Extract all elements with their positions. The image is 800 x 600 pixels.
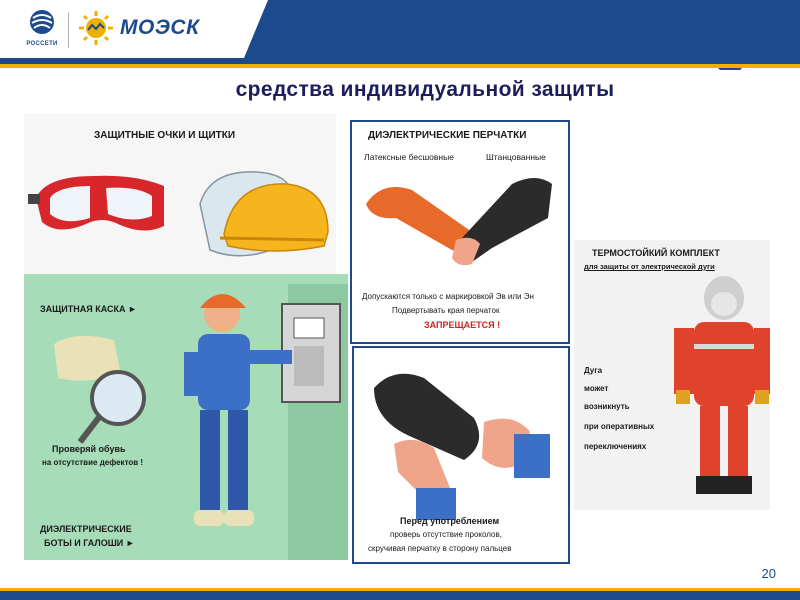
inspect-line2: проверь отсутствие проколов,	[390, 530, 502, 539]
inspect-line3: скручивая перчатку в сторону пальцев	[368, 544, 512, 553]
goggles-illustration	[24, 114, 336, 274]
arc-text-1: Дуга	[584, 366, 603, 375]
boots-check-line1: Проверяй обувь	[52, 444, 126, 454]
moesk-logo	[78, 10, 200, 51]
moesk-wordmark: МОЭСК	[120, 16, 200, 39]
gloves-latex-label: Латексные бесшовные	[364, 152, 454, 162]
page-number: 20	[761, 566, 776, 581]
thermal-title: ТЕРМОСТОЙКИЙ КОМПЛЕКТ	[592, 248, 720, 258]
page-title: средства индивидуальной защиты	[235, 78, 615, 101]
gloves-label: ДИЭЛЕКТРИЧЕСКИЕ ПЕРЧАТКИ	[368, 130, 527, 141]
arc-text-2: может	[584, 384, 609, 393]
worker-illustration	[24, 274, 348, 560]
gloves-note-cuffs: Подвертывать края перчаток	[392, 306, 500, 315]
panel-thermal-kit	[574, 240, 770, 510]
logo-divider	[68, 12, 69, 48]
panel-helmet-boots	[24, 274, 348, 560]
gloves-stamped-label: Штанцованные	[486, 152, 546, 162]
gloves-note-forbidden: ЗАПРЕЩАЕТСЯ !	[424, 320, 501, 330]
moesk-sun-icon	[78, 10, 114, 46]
helmet-label: ЗАЩИТНАЯ КАСКА ►	[40, 304, 137, 314]
rosseti-logo	[22, 8, 62, 47]
goggles-label: ЗАЩИТНЫЕ ОЧКИ И ЩИТКИ	[94, 130, 236, 141]
inspect-line1: Перед употреблением	[400, 516, 500, 526]
thermal-suit-illustration	[574, 240, 770, 510]
panel-dielectric-gloves	[350, 120, 570, 344]
arc-text-3: возникнуть	[584, 402, 630, 411]
header-banner	[0, 0, 800, 70]
arc-text-5: переключениях	[584, 442, 647, 451]
rosseti-globe-icon	[28, 8, 56, 36]
boots-label-line1: ДИЭЛЕКТРИЧЕСКИЕ	[40, 524, 132, 534]
panel-goggles	[24, 114, 336, 274]
boots-label-line2: БОТЫ И ГАЛОШИ ►	[44, 538, 135, 548]
footer-bar	[0, 588, 800, 600]
thermal-subtitle: для защиты от электрической дуги	[584, 262, 715, 271]
gloves-note-marking: Допускаются только с маркировкой Эв или Эн	[362, 292, 534, 301]
rosseti-caption: РОССЕТИ	[26, 41, 58, 47]
arc-text-4: при оперативных	[584, 422, 655, 431]
panel-glove-inspection	[352, 346, 570, 564]
boots-check-line2: на отсутствие дефектов !	[42, 458, 144, 467]
